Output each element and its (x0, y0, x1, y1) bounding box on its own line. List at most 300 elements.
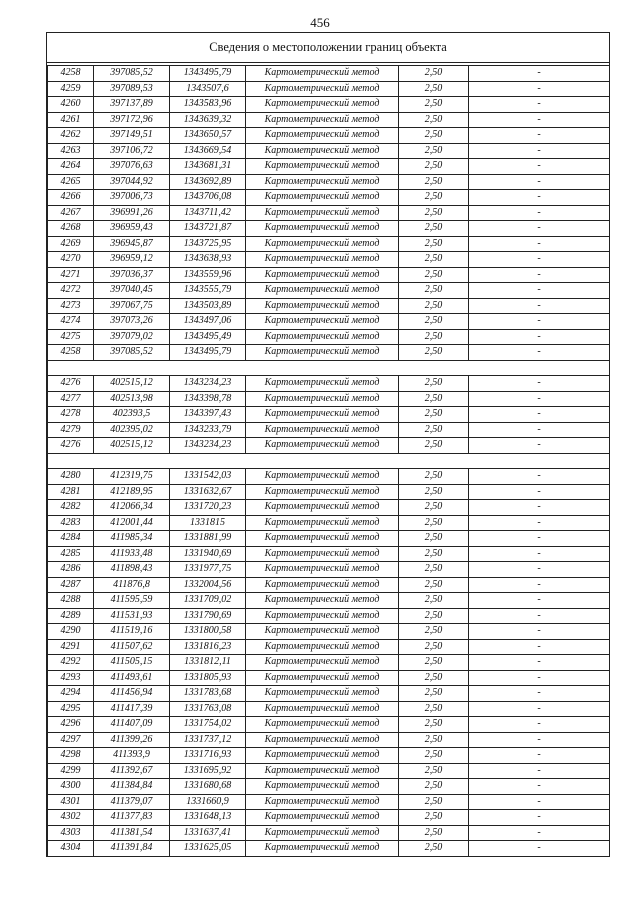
table-row (48, 407, 610, 423)
method-cell: Картометрический метод (246, 825, 399, 841)
x-coordinate-cell: 411985,34 (94, 531, 170, 547)
method-cell: Картометрический метод (246, 562, 399, 578)
table-row (48, 655, 610, 671)
x-coordinate-cell: 397149,51 (94, 128, 170, 144)
point-number-cell: 4279 (48, 422, 94, 438)
description-cell: - (469, 624, 610, 640)
point-number-cell: 4290 (48, 624, 94, 640)
accuracy-cell: 2,50 (399, 763, 469, 779)
table-row (48, 345, 610, 361)
method-cell: Картометрический метод (246, 670, 399, 686)
point-number-cell: 4294 (48, 686, 94, 702)
table-row (48, 624, 610, 640)
description-cell: - (469, 655, 610, 671)
table-row (48, 608, 610, 624)
description-cell: - (469, 546, 610, 562)
point-number-cell: 4275 (48, 329, 94, 345)
point-number-cell: 4298 (48, 748, 94, 764)
x-coordinate-cell: 402515,12 (94, 438, 170, 454)
accuracy-cell: 2,50 (399, 484, 469, 500)
method-cell: Картометрический метод (246, 484, 399, 500)
description-cell: - (469, 841, 610, 857)
method-cell: Картометрический метод (246, 717, 399, 733)
description-cell: - (469, 748, 610, 764)
y-coordinate-cell: 1343398,78 (170, 391, 246, 407)
accuracy-cell: 2,50 (399, 686, 469, 702)
point-number-cell: 4296 (48, 717, 94, 733)
y-coordinate-cell: 1343638,93 (170, 252, 246, 268)
method-cell: Картометрический метод (246, 655, 399, 671)
method-cell: Картометрический метод (246, 298, 399, 314)
x-coordinate-cell: 397044,92 (94, 174, 170, 190)
accuracy-cell: 2,50 (399, 717, 469, 733)
accuracy-cell: 2,50 (399, 562, 469, 578)
point-number-cell: 4292 (48, 655, 94, 671)
accuracy-cell: 2,50 (399, 531, 469, 547)
description-cell: - (469, 701, 610, 717)
description-cell: - (469, 686, 610, 702)
y-coordinate-cell: 1343711,42 (170, 205, 246, 221)
x-coordinate-cell: 411519,16 (94, 624, 170, 640)
point-number-cell: 4302 (48, 810, 94, 826)
accuracy-cell: 2,50 (399, 407, 469, 423)
accuracy-cell: 2,50 (399, 314, 469, 330)
table-row (48, 283, 610, 299)
method-cell: Картометрический метод (246, 841, 399, 857)
accuracy-cell: 2,50 (399, 810, 469, 826)
y-coordinate-cell: 1343495,49 (170, 329, 246, 345)
table-row (48, 438, 610, 454)
accuracy-cell: 2,50 (399, 174, 469, 190)
point-number-cell: 4281 (48, 484, 94, 500)
point-number-cell: 4259 (48, 81, 94, 97)
method-cell: Картометрический метод (246, 221, 399, 237)
method-cell: Картометрический метод (246, 779, 399, 795)
x-coordinate-cell: 397067,75 (94, 298, 170, 314)
point-number-cell: 4262 (48, 128, 94, 144)
table-row (48, 329, 610, 345)
description-cell: - (469, 717, 610, 733)
table-row (48, 143, 610, 159)
description-cell: - (469, 562, 610, 578)
x-coordinate-cell: 411505,15 (94, 655, 170, 671)
method-cell: Картометрический метод (246, 577, 399, 593)
x-coordinate-cell: 397085,52 (94, 66, 170, 82)
method-cell: Картометрический метод (246, 686, 399, 702)
table-row (48, 825, 610, 841)
accuracy-cell: 2,50 (399, 577, 469, 593)
y-coordinate-cell: 1343559,96 (170, 267, 246, 283)
point-number-cell: 4276 (48, 376, 94, 392)
x-coordinate-cell: 412189,95 (94, 484, 170, 500)
table-row (48, 779, 610, 795)
point-number-cell: 4289 (48, 608, 94, 624)
method-cell: Картометрический метод (246, 174, 399, 190)
table-row (48, 841, 610, 857)
x-coordinate-cell: 397106,72 (94, 143, 170, 159)
table-row (48, 546, 610, 562)
method-cell: Картометрический метод (246, 438, 399, 454)
point-number-cell: 4258 (48, 345, 94, 361)
table-row (48, 763, 610, 779)
point-number-cell: 4293 (48, 670, 94, 686)
y-coordinate-cell: 1343669,54 (170, 143, 246, 159)
x-coordinate-cell: 411391,84 (94, 841, 170, 857)
y-coordinate-cell: 1331816,23 (170, 639, 246, 655)
group-separator-row (48, 453, 610, 469)
y-coordinate-cell: 1331977,75 (170, 562, 246, 578)
accuracy-cell: 2,50 (399, 283, 469, 299)
description-cell: - (469, 267, 610, 283)
y-coordinate-cell: 1331783,68 (170, 686, 246, 702)
x-coordinate-cell: 411379,07 (94, 794, 170, 810)
x-coordinate-cell: 411392,67 (94, 763, 170, 779)
point-number-cell: 4277 (48, 391, 94, 407)
description-cell: - (469, 825, 610, 841)
y-coordinate-cell: 1343725,95 (170, 236, 246, 252)
x-coordinate-cell: 396945,87 (94, 236, 170, 252)
method-cell: Картометрический метод (246, 624, 399, 640)
description-cell: - (469, 345, 610, 361)
point-number-cell: 4274 (48, 314, 94, 330)
x-coordinate-cell: 396959,12 (94, 252, 170, 268)
table-row (48, 174, 610, 190)
table-row (48, 670, 610, 686)
table-row (48, 717, 610, 733)
description-cell: - (469, 500, 610, 516)
accuracy-cell: 2,50 (399, 748, 469, 764)
y-coordinate-cell: 1343555,79 (170, 283, 246, 299)
method-cell: Картометрический метод (246, 515, 399, 531)
y-coordinate-cell: 1343497,06 (170, 314, 246, 330)
description-cell: - (469, 732, 610, 748)
y-coordinate-cell: 1331542,03 (170, 469, 246, 485)
accuracy-cell: 2,50 (399, 670, 469, 686)
description-cell: - (469, 810, 610, 826)
x-coordinate-cell: 397089,53 (94, 81, 170, 97)
description-cell: - (469, 252, 610, 268)
x-coordinate-cell: 397172,96 (94, 112, 170, 128)
method-cell: Картометрический метод (246, 701, 399, 717)
y-coordinate-cell: 1331737,12 (170, 732, 246, 748)
point-number-cell: 4267 (48, 205, 94, 221)
method-cell: Картометрический метод (246, 593, 399, 609)
y-coordinate-cell: 1343650,57 (170, 128, 246, 144)
point-number-cell: 4269 (48, 236, 94, 252)
table-row (48, 159, 610, 175)
accuracy-cell: 2,50 (399, 81, 469, 97)
point-number-cell: 4266 (48, 190, 94, 206)
method-cell: Картометрический метод (246, 66, 399, 82)
method-cell: Картометрический метод (246, 205, 399, 221)
point-number-cell: 4260 (48, 97, 94, 113)
point-number-cell: 4303 (48, 825, 94, 841)
accuracy-cell: 2,50 (399, 205, 469, 221)
y-coordinate-cell: 1331790,69 (170, 608, 246, 624)
x-coordinate-cell: 412319,75 (94, 469, 170, 485)
table-row (48, 810, 610, 826)
point-number-cell: 4271 (48, 267, 94, 283)
table-row (48, 391, 610, 407)
y-coordinate-cell: 1343397,43 (170, 407, 246, 423)
x-coordinate-cell: 411407,09 (94, 717, 170, 733)
accuracy-cell: 2,50 (399, 841, 469, 857)
point-number-cell: 4295 (48, 701, 94, 717)
x-coordinate-cell: 411507,62 (94, 639, 170, 655)
table-row (48, 639, 610, 655)
accuracy-cell: 2,50 (399, 825, 469, 841)
y-coordinate-cell: 1343495,79 (170, 66, 246, 82)
table-row (48, 686, 610, 702)
point-number-cell: 4283 (48, 515, 94, 531)
x-coordinate-cell: 397040,45 (94, 283, 170, 299)
point-number-cell: 4268 (48, 221, 94, 237)
y-coordinate-cell: 1331695,92 (170, 763, 246, 779)
x-coordinate-cell: 411377,83 (94, 810, 170, 826)
description-cell: - (469, 66, 610, 82)
y-coordinate-cell: 1343583,96 (170, 97, 246, 113)
description-cell: - (469, 298, 610, 314)
point-number-cell: 4272 (48, 283, 94, 299)
x-coordinate-cell: 402393,5 (94, 407, 170, 423)
point-number-cell: 4282 (48, 500, 94, 516)
coordinates-table-body (48, 66, 610, 857)
table-row (48, 794, 610, 810)
description-cell: - (469, 314, 610, 330)
point-number-cell: 4261 (48, 112, 94, 128)
table-row (48, 252, 610, 268)
y-coordinate-cell: 1331625,05 (170, 841, 246, 857)
accuracy-cell: 2,50 (399, 66, 469, 82)
point-number-cell: 4285 (48, 546, 94, 562)
method-cell: Картометрический метод (246, 190, 399, 206)
point-number-cell: 4299 (48, 763, 94, 779)
y-coordinate-cell: 1343706,08 (170, 190, 246, 206)
method-cell: Картометрический метод (246, 763, 399, 779)
description-cell: - (469, 174, 610, 190)
x-coordinate-cell: 411933,48 (94, 546, 170, 562)
table-row (48, 314, 610, 330)
y-coordinate-cell: 1343681,31 (170, 159, 246, 175)
description-cell: - (469, 670, 610, 686)
table-row (48, 748, 610, 764)
method-cell: Картометрический метод (246, 531, 399, 547)
y-coordinate-cell: 1331632,67 (170, 484, 246, 500)
point-number-cell: 4301 (48, 794, 94, 810)
x-coordinate-cell: 397085,52 (94, 345, 170, 361)
y-coordinate-cell: 1331680,68 (170, 779, 246, 795)
y-coordinate-cell: 1331637,41 (170, 825, 246, 841)
table-row (48, 531, 610, 547)
y-coordinate-cell: 1343721,87 (170, 221, 246, 237)
method-cell: Картометрический метод (246, 407, 399, 423)
description-cell: - (469, 531, 610, 547)
table-row (48, 267, 610, 283)
x-coordinate-cell: 411595,59 (94, 593, 170, 609)
table-row (48, 81, 610, 97)
accuracy-cell: 2,50 (399, 190, 469, 206)
method-cell: Картометрический метод (246, 81, 399, 97)
page-number: 456 (310, 15, 330, 30)
table-row (48, 469, 610, 485)
x-coordinate-cell: 396959,43 (94, 221, 170, 237)
description-cell: - (469, 283, 610, 299)
y-coordinate-cell: 1343495,79 (170, 345, 246, 361)
table-row (48, 376, 610, 392)
description-cell: - (469, 422, 610, 438)
accuracy-cell: 2,50 (399, 438, 469, 454)
method-cell: Картометрический метод (246, 267, 399, 283)
table-row (48, 515, 610, 531)
x-coordinate-cell: 402515,12 (94, 376, 170, 392)
accuracy-cell: 2,50 (399, 500, 469, 516)
y-coordinate-cell: 1331660,9 (170, 794, 246, 810)
point-number-cell: 4291 (48, 639, 94, 655)
method-cell: Картометрический метод (246, 314, 399, 330)
point-number-cell: 4258 (48, 66, 94, 82)
table-row (48, 66, 610, 82)
point-number-cell: 4264 (48, 159, 94, 175)
y-coordinate-cell: 1332004,56 (170, 577, 246, 593)
point-number-cell: 4288 (48, 593, 94, 609)
table-row (48, 732, 610, 748)
coordinates-table (47, 65, 610, 857)
y-coordinate-cell: 1331716,93 (170, 748, 246, 764)
accuracy-cell: 2,50 (399, 469, 469, 485)
accuracy-cell: 2,50 (399, 624, 469, 640)
y-coordinate-cell: 1331763,08 (170, 701, 246, 717)
accuracy-cell: 2,50 (399, 112, 469, 128)
description-cell: - (469, 159, 610, 175)
method-cell: Картометрический метод (246, 500, 399, 516)
point-number-cell: 4280 (48, 469, 94, 485)
description-cell: - (469, 112, 610, 128)
y-coordinate-cell: 1331800,58 (170, 624, 246, 640)
y-coordinate-cell: 1331812,11 (170, 655, 246, 671)
accuracy-cell: 2,50 (399, 655, 469, 671)
table-row (48, 500, 610, 516)
table-row (48, 221, 610, 237)
table-row (48, 112, 610, 128)
table-row (48, 97, 610, 113)
description-cell: - (469, 391, 610, 407)
accuracy-cell: 2,50 (399, 701, 469, 717)
description-cell: - (469, 639, 610, 655)
accuracy-cell: 2,50 (399, 391, 469, 407)
separator-cell (48, 453, 610, 469)
y-coordinate-cell: 1343639,32 (170, 112, 246, 128)
x-coordinate-cell: 411898,43 (94, 562, 170, 578)
x-coordinate-cell: 397073,26 (94, 314, 170, 330)
point-number-cell: 4300 (48, 779, 94, 795)
x-coordinate-cell: 397036,37 (94, 267, 170, 283)
y-coordinate-cell: 1331805,93 (170, 670, 246, 686)
x-coordinate-cell: 397076,63 (94, 159, 170, 175)
x-coordinate-cell: 411456,94 (94, 686, 170, 702)
point-number-cell: 4304 (48, 841, 94, 857)
point-number-cell: 4284 (48, 531, 94, 547)
table-row (48, 701, 610, 717)
accuracy-cell: 2,50 (399, 608, 469, 624)
point-number-cell: 4278 (48, 407, 94, 423)
method-cell: Картометрический метод (246, 794, 399, 810)
table-row (48, 298, 610, 314)
description-cell: - (469, 438, 610, 454)
y-coordinate-cell: 1331720,23 (170, 500, 246, 516)
y-coordinate-cell: 1331709,02 (170, 593, 246, 609)
accuracy-cell: 2,50 (399, 143, 469, 159)
description-cell: - (469, 608, 610, 624)
table-row (48, 236, 610, 252)
x-coordinate-cell: 411531,93 (94, 608, 170, 624)
description-cell: - (469, 763, 610, 779)
y-coordinate-cell: 1331815 (170, 515, 246, 531)
x-coordinate-cell: 411381,54 (94, 825, 170, 841)
method-cell: Картометрический метод (246, 608, 399, 624)
description-cell: - (469, 515, 610, 531)
x-coordinate-cell: 397137,89 (94, 97, 170, 113)
table-row (48, 422, 610, 438)
point-number-cell: 4286 (48, 562, 94, 578)
accuracy-cell: 2,50 (399, 515, 469, 531)
description-cell: - (469, 407, 610, 423)
accuracy-cell: 2,50 (399, 267, 469, 283)
method-cell: Картометрический метод (246, 639, 399, 655)
description-cell: - (469, 236, 610, 252)
accuracy-cell: 2,50 (399, 345, 469, 361)
x-coordinate-cell: 397006,73 (94, 190, 170, 206)
accuracy-cell: 2,50 (399, 128, 469, 144)
accuracy-cell: 2,50 (399, 376, 469, 392)
accuracy-cell: 2,50 (399, 422, 469, 438)
method-cell: Картометрический метод (246, 128, 399, 144)
description-cell: - (469, 128, 610, 144)
x-coordinate-cell: 411876,8 (94, 577, 170, 593)
description-cell: - (469, 143, 610, 159)
boundary-section (46, 32, 610, 857)
x-coordinate-cell: 411417,39 (94, 701, 170, 717)
x-coordinate-cell: 402395,02 (94, 422, 170, 438)
x-coordinate-cell: 411493,61 (94, 670, 170, 686)
description-cell: - (469, 329, 610, 345)
accuracy-cell: 2,50 (399, 546, 469, 562)
point-number-cell: 4287 (48, 577, 94, 593)
y-coordinate-cell: 1343692,89 (170, 174, 246, 190)
description-cell: - (469, 779, 610, 795)
y-coordinate-cell: 1343233,79 (170, 422, 246, 438)
description-cell: - (469, 221, 610, 237)
x-coordinate-cell: 397079,02 (94, 329, 170, 345)
y-coordinate-cell: 1343234,23 (170, 376, 246, 392)
y-coordinate-cell: 1331648,13 (170, 810, 246, 826)
table-row (48, 484, 610, 500)
separator-cell (48, 360, 610, 376)
x-coordinate-cell: 412001,44 (94, 515, 170, 531)
x-coordinate-cell: 396991,26 (94, 205, 170, 221)
point-number-cell: 4270 (48, 252, 94, 268)
description-cell: - (469, 469, 610, 485)
method-cell: Картометрический метод (246, 810, 399, 826)
accuracy-cell: 2,50 (399, 779, 469, 795)
description-cell: - (469, 593, 610, 609)
y-coordinate-cell: 1343503,89 (170, 298, 246, 314)
point-number-cell: 4265 (48, 174, 94, 190)
section-title: Сведения о местоположении границ объекта (47, 33, 609, 63)
method-cell: Картометрический метод (246, 469, 399, 485)
x-coordinate-cell: 402513,98 (94, 391, 170, 407)
table-row (48, 562, 610, 578)
description-cell: - (469, 484, 610, 500)
